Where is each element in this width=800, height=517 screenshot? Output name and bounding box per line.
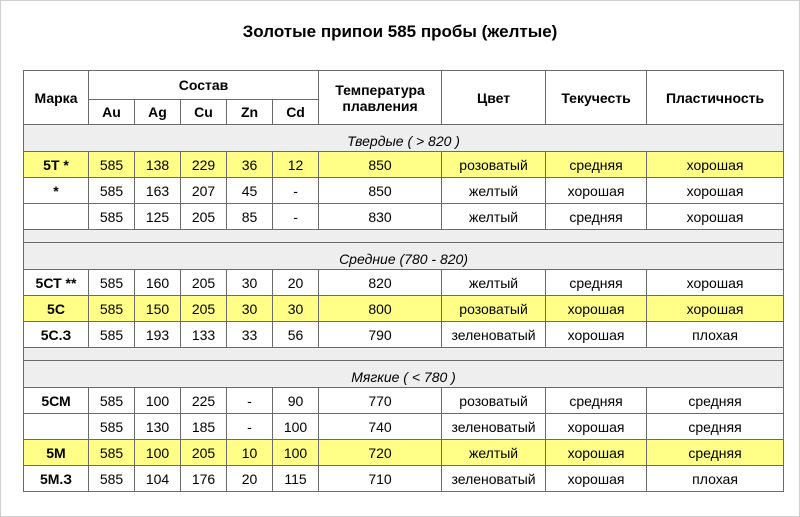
cell-cd: 56 [273, 322, 319, 348]
cell-mark: 5С [24, 296, 89, 322]
cell-zn: 30 [227, 296, 273, 322]
cell-cd: - [273, 204, 319, 230]
cell-mark: * [24, 178, 89, 204]
solder-table [23, 70, 784, 492]
cell-temp: 720 [319, 440, 442, 466]
cell-color: розоватый [442, 152, 546, 178]
cell-plasticity: средняя [647, 388, 784, 414]
table-row [24, 204, 784, 230]
cell-cu: 133 [181, 322, 227, 348]
cell-cu: 207 [181, 178, 227, 204]
header-fluidity: Текучесть [546, 71, 647, 125]
table-row [24, 466, 784, 492]
cell-zn: 30 [227, 270, 273, 296]
cell-plasticity: плохая [647, 466, 784, 492]
cell-cu: 229 [181, 152, 227, 178]
cell-mark: 5СМ [24, 388, 89, 414]
cell-fluidity: хорошая [546, 440, 647, 466]
cell-cd: - [273, 178, 319, 204]
cell-plasticity: средняя [647, 440, 784, 466]
header-au: Au [89, 100, 135, 125]
table-row [24, 270, 784, 296]
cell-plasticity: хорошая [647, 178, 784, 204]
cell-cu: 176 [181, 466, 227, 492]
section-row [24, 361, 784, 388]
cell-zn: - [227, 414, 273, 440]
cell-ag: 100 [135, 388, 181, 414]
cell-cd: 100 [273, 414, 319, 440]
table-row [24, 152, 784, 178]
cell-fluidity: хорошая [546, 466, 647, 492]
table-body [24, 125, 784, 492]
cell-cu: 205 [181, 296, 227, 322]
cell-mark: 5М [24, 440, 89, 466]
cell-fluidity: хорошая [546, 296, 647, 322]
page-title: Золотые припои 585 пробы (желтые) [242, 22, 558, 41]
cell-au: 585 [89, 466, 135, 492]
cell-plasticity: плохая [647, 322, 784, 348]
cell-cu: 185 [181, 414, 227, 440]
cell-cd: 115 [273, 466, 319, 492]
header-zn: Zn [227, 100, 273, 125]
cell-zn: 20 [227, 466, 273, 492]
cell-temp: 770 [319, 388, 442, 414]
cell-au: 585 [89, 322, 135, 348]
cell-ag: 125 [135, 204, 181, 230]
cell-temp: 830 [319, 204, 442, 230]
cell-temp: 850 [319, 178, 442, 204]
header-cu: Cu [181, 100, 227, 125]
table-row [24, 178, 784, 204]
cell-color: зеленоватый [442, 466, 546, 492]
cell-ag: 104 [135, 466, 181, 492]
cell-ag: 150 [135, 296, 181, 322]
cell-au: 585 [89, 414, 135, 440]
cell-ag: 160 [135, 270, 181, 296]
cell-temp: 710 [319, 466, 442, 492]
cell-color: желтый [442, 178, 546, 204]
spacer-cell [24, 230, 784, 243]
header-mark: Марка [24, 71, 89, 125]
cell-zn: 10 [227, 440, 273, 466]
section-row [24, 243, 784, 270]
cell-plasticity: хорошая [647, 296, 784, 322]
cell-plasticity: хорошая [647, 152, 784, 178]
cell-mark [24, 414, 89, 440]
cell-ag: 138 [135, 152, 181, 178]
cell-temp: 740 [319, 414, 442, 440]
cell-plasticity: хорошая [647, 204, 784, 230]
header-cd: Cd [273, 100, 319, 125]
cell-au: 585 [89, 152, 135, 178]
header-plasticity: Пластичность [647, 71, 784, 125]
header-ag: Ag [135, 100, 181, 125]
header-composition: Состав [89, 71, 319, 100]
section-label: Средние (780 - 820) [24, 243, 784, 270]
cell-fluidity: средняя [546, 388, 647, 414]
cell-cu: 205 [181, 440, 227, 466]
cell-fluidity: средняя [546, 204, 647, 230]
cell-mark: 5Т * [24, 152, 89, 178]
cell-cd: 90 [273, 388, 319, 414]
cell-ag: 130 [135, 414, 181, 440]
cell-mark: 5СТ ** [24, 270, 89, 296]
cell-au: 585 [89, 388, 135, 414]
table-row [24, 388, 784, 414]
cell-fluidity: хорошая [546, 414, 647, 440]
cell-ag: 100 [135, 440, 181, 466]
section-row [24, 125, 784, 152]
section-spacer [24, 230, 784, 243]
cell-cd: 30 [273, 296, 319, 322]
header-melting-temp: Температура плавления [319, 71, 442, 125]
cell-fluidity: хорошая [546, 322, 647, 348]
cell-color: зеленоватый [442, 414, 546, 440]
cell-au: 585 [89, 204, 135, 230]
cell-zn: 45 [227, 178, 273, 204]
cell-mark [24, 204, 89, 230]
cell-au: 585 [89, 270, 135, 296]
cell-au: 585 [89, 440, 135, 466]
cell-cd: 20 [273, 270, 319, 296]
cell-color: желтый [442, 204, 546, 230]
table-row [24, 440, 784, 466]
cell-cd: 12 [273, 152, 319, 178]
cell-mark: 5М.З [24, 466, 89, 492]
cell-color: желтый [442, 440, 546, 466]
header-color: Цвет [442, 71, 546, 125]
cell-fluidity: средняя [546, 152, 647, 178]
cell-plasticity: хорошая [647, 270, 784, 296]
cell-mark: 5С.З [24, 322, 89, 348]
cell-cu: 205 [181, 204, 227, 230]
cell-color: зеленоватый [442, 322, 546, 348]
cell-zn: 33 [227, 322, 273, 348]
cell-cu: 225 [181, 388, 227, 414]
table-row [24, 322, 784, 348]
cell-au: 585 [89, 296, 135, 322]
table-row [24, 296, 784, 322]
section-label: Твердые ( > 820 ) [24, 125, 784, 152]
cell-temp: 790 [319, 322, 442, 348]
cell-temp: 820 [319, 270, 442, 296]
cell-fluidity: хорошая [546, 178, 647, 204]
cell-au: 585 [89, 178, 135, 204]
cell-color: розоватый [442, 388, 546, 414]
cell-ag: 193 [135, 322, 181, 348]
cell-cu: 205 [181, 270, 227, 296]
section-spacer [24, 348, 784, 361]
cell-plasticity: средняя [647, 414, 784, 440]
table-row [24, 414, 784, 440]
cell-fluidity: средняя [546, 270, 647, 296]
cell-zn: - [227, 388, 273, 414]
cell-zn: 36 [227, 152, 273, 178]
section-label: Мягкие ( < 780 ) [24, 361, 784, 388]
cell-temp: 800 [319, 296, 442, 322]
cell-cd: 100 [273, 440, 319, 466]
cell-color: розоватый [442, 296, 546, 322]
cell-color: желтый [442, 270, 546, 296]
cell-ag: 163 [135, 178, 181, 204]
cell-zn: 85 [227, 204, 273, 230]
spacer-cell [24, 348, 784, 361]
cell-temp: 850 [319, 152, 442, 178]
